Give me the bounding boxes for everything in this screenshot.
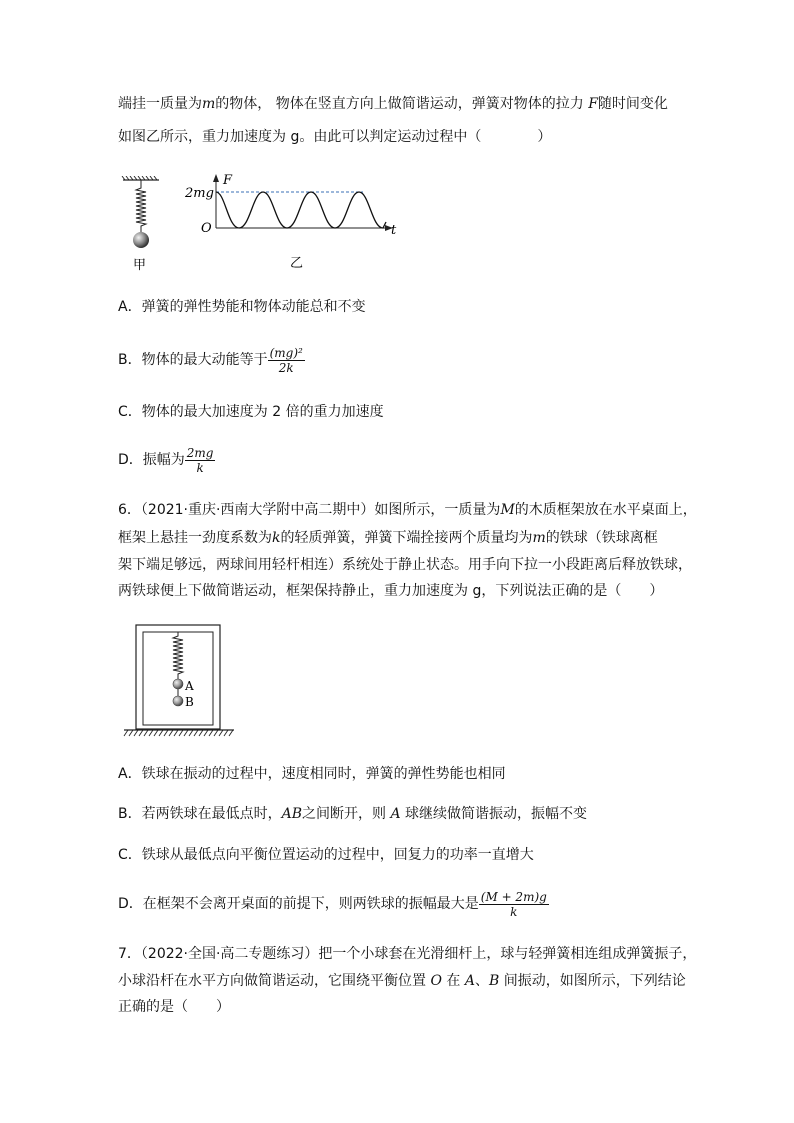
fraction-M2m-g-over-k: $\frac{(M + 2m)g}{k}$ <box>480 889 547 919</box>
q5-option-a: A．弹簧的弹性势能和物体动能总和不变 <box>118 299 366 315</box>
q6-option-c: C．铁球从最低点向平衡位置运动的过程中，回复力的功率一直增大 <box>118 847 534 863</box>
q6-option-a: A．铁球在振动的过程中，速度相同时，弹簧的弹性势能也相同 <box>118 766 506 782</box>
graph-F-label: F <box>223 173 233 188</box>
q7-stem-line-1: 7．（2022·全国·高二专题练习）把一个小球套在光滑细杆上，球与轻弹簧相连组成弹簧振子， <box>118 946 697 962</box>
q5-option-c: C．物体的最大加速度为 2 倍的重力加速度 <box>118 404 384 420</box>
figure-frame-spring-two-balls <box>122 622 237 742</box>
q7-stem-line-3: 正确的是（ ） <box>118 999 230 1015</box>
q5-option-d: D．振幅为 $\frac{2mg}{k}$ <box>118 445 214 475</box>
figure-jia-spring-ball <box>120 176 165 271</box>
ball-b-label: B <box>185 695 194 709</box>
q6-stem-line-3: 架下端足够远，两球间用轻杆相连）系统处于静止状态。用手向下拉一小段距离后释放铁球， <box>118 557 692 573</box>
q6-stem-line-1: 6．（2021·重庆·西南大学附中高二期中）如图所示，一质量为M的木质框架放在水平桌面上， <box>118 502 697 518</box>
fig-jia-label: 甲 <box>133 258 147 271</box>
var-F: F <box>588 96 598 112</box>
figure-yi-force-time-graph <box>183 170 403 272</box>
q5-stem-line-1: 端挂一质量为m的物体， 物体在竖直方向上做简谐运动，弹簧对物体的拉力 F随时间变化 <box>118 96 668 112</box>
graph-t-label: t <box>391 223 397 238</box>
ball-a-label: A <box>185 679 194 693</box>
q5-stem-line-2: 如图乙所示，重力加速度为 g。由此可以判定运动过程中（ ） <box>118 129 552 145</box>
var-m: m <box>202 96 216 112</box>
q7-stem-line-2: 小球沿杆在水平方向做简谐运动，它围绕平衡位置 O 在 A、B 间振动，如图所示，下列结论 <box>118 973 686 989</box>
q6-stem-line-2: 框架上悬挂一劲度系数为k的轻质弹簧，弹簧下端拴接两个质量均为m的铁球（铁球离框 <box>118 530 658 546</box>
fraction-mg2-over-2k: $\frac{\text{(mg)²}}{2k}$ <box>269 345 303 375</box>
q6-stem-line-4: 两铁球便上下做简谐运动，框架保持静止，重力加速度为 g，下列说法正确的是（ ） <box>118 583 664 599</box>
graph-origin-label: O <box>201 221 212 236</box>
q5-option-b: B．物体的最大动能等于 $\frac{\text{(mg)²}}{2k}$ <box>118 345 303 375</box>
q6-option-d: D．在框架不会离开桌面的前提下，则两铁球的振幅最大是 $\frac{(M + 2m)g}{k}$ <box>118 889 547 919</box>
graph-2mg-label: 2mg <box>185 186 214 201</box>
fig-yi-label: 乙 <box>290 256 304 271</box>
fraction-2mg-over-k: $\frac{2mg}{k}$ <box>186 445 214 475</box>
q6-option-b: B．若两铁球在最低点时，AB之间断开，则 A 球继续做简谐振动，振幅不变 <box>118 806 588 822</box>
